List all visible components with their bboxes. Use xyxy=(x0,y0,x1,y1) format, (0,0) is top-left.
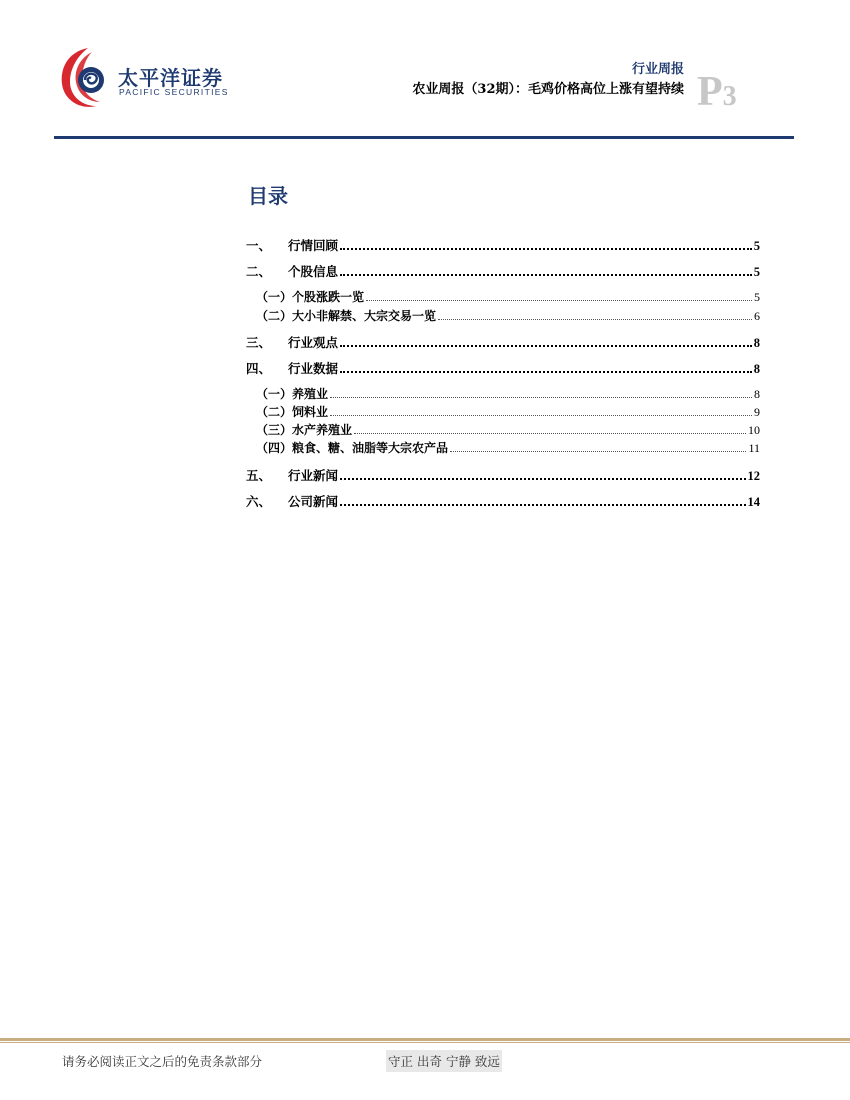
toc-entry-number: （一） xyxy=(256,290,293,304)
toc-entry-page: 9 xyxy=(754,405,760,419)
toc-entry-page: 8 xyxy=(754,387,760,401)
toc-leader-dots xyxy=(330,388,752,398)
toc-subentry[interactable] xyxy=(246,385,760,401)
pacific-securities-logo-icon xyxy=(58,46,114,110)
toc-entry-title: 行情回顾 xyxy=(288,238,339,253)
footer-disclaimer: 请务必阅读正文之后的免责条款部分 xyxy=(62,1054,263,1069)
report-title: 农业周报（32期）：毛鸡价格高位上涨有望持续 xyxy=(412,82,684,97)
table-of-contents xyxy=(246,0,760,520)
toc-entry-number: 四、 xyxy=(246,361,272,376)
toc-entry-title: 公司新闻 xyxy=(288,494,339,509)
toc-subentry[interactable] xyxy=(246,439,760,455)
report-category: 行业周报 xyxy=(631,62,684,77)
toc-entry-title: 饲料业 xyxy=(292,405,329,419)
toc-entry[interactable] xyxy=(246,492,760,508)
toc-entry-number: 三、 xyxy=(246,335,272,350)
toc-entry-number: 一、 xyxy=(246,238,272,253)
toc-entry-page: 10 xyxy=(748,423,760,437)
toc-entry-page: 8 xyxy=(753,336,760,350)
toc-entry-page: 5 xyxy=(753,239,760,253)
footer-divider-thin xyxy=(0,1042,850,1043)
toc-entry[interactable] xyxy=(246,333,760,349)
toc-leader-dots xyxy=(340,468,745,480)
toc-entry-number: （三） xyxy=(256,423,293,437)
toc-entry-number: 六、 xyxy=(246,494,272,509)
toc-entry[interactable] xyxy=(246,466,760,482)
toc-leader-dots xyxy=(340,238,752,250)
toc-entry-page: 5 xyxy=(753,265,760,279)
toc-leader-dots xyxy=(438,310,752,320)
toc-leader-dots xyxy=(340,494,745,506)
toc-entry[interactable] xyxy=(246,359,760,375)
toc-leader-dots xyxy=(354,424,746,434)
toc-entry-page: 8 xyxy=(753,362,760,376)
toc-leader-dots xyxy=(340,361,752,373)
toc-subentry[interactable] xyxy=(246,403,760,419)
logo-name-cn: 太平洋证券 xyxy=(118,66,223,90)
toc-entry-page: 5 xyxy=(754,290,760,304)
toc-leader-dots xyxy=(340,335,752,347)
toc-entry-number: 二、 xyxy=(246,264,272,279)
toc-entry-title: 粮食、糖、油脂等大宗农产品 xyxy=(292,441,449,455)
toc-entry-number: 五、 xyxy=(246,468,272,483)
toc-subentry[interactable] xyxy=(246,307,760,323)
toc-entry-title: 大小非解禁、大宗交易一览 xyxy=(292,309,437,323)
toc-entry[interactable] xyxy=(246,236,760,252)
logo-name-en: PACIFIC SECURITIES xyxy=(119,87,229,97)
footer-motto: 守正 出奇 宁静 致远 xyxy=(386,1050,502,1072)
toc-entry-page: 12 xyxy=(747,469,760,483)
page-mark-number: 3 xyxy=(722,81,737,112)
toc-entry-page: 11 xyxy=(748,441,760,455)
toc-entry-number: （四） xyxy=(256,441,293,455)
page-mark-letter: P xyxy=(697,69,723,115)
toc-entry[interactable] xyxy=(246,262,760,278)
toc-entry-title: 行业新闻 xyxy=(288,468,339,483)
toc-entry-number: （二） xyxy=(256,309,293,323)
toc-entry-title: 行业数据 xyxy=(288,361,339,376)
toc-leader-dots xyxy=(340,264,752,276)
toc-leader-dots xyxy=(450,442,746,452)
toc-entry-title: 养殖业 xyxy=(292,387,329,401)
toc-entry-title: 水产养殖业 xyxy=(292,423,353,437)
toc-entry-page: 6 xyxy=(754,309,760,323)
toc-entry-title: 行业观点 xyxy=(288,335,339,350)
toc-entry-title: 个股涨跌一览 xyxy=(292,290,365,304)
footer-divider xyxy=(0,1038,850,1041)
toc-leader-dots xyxy=(330,406,752,416)
toc-entry-number: （二） xyxy=(256,405,293,419)
toc-subentry[interactable] xyxy=(246,288,760,304)
toc-subentry[interactable] xyxy=(246,421,760,437)
toc-entry-number: （一） xyxy=(256,387,293,401)
toc-heading: 目录 xyxy=(248,184,288,208)
toc-leader-dots xyxy=(366,291,752,301)
toc-entry-page: 14 xyxy=(747,495,760,509)
company-logo xyxy=(58,46,228,110)
toc-entry-title: 个股信息 xyxy=(288,264,339,279)
